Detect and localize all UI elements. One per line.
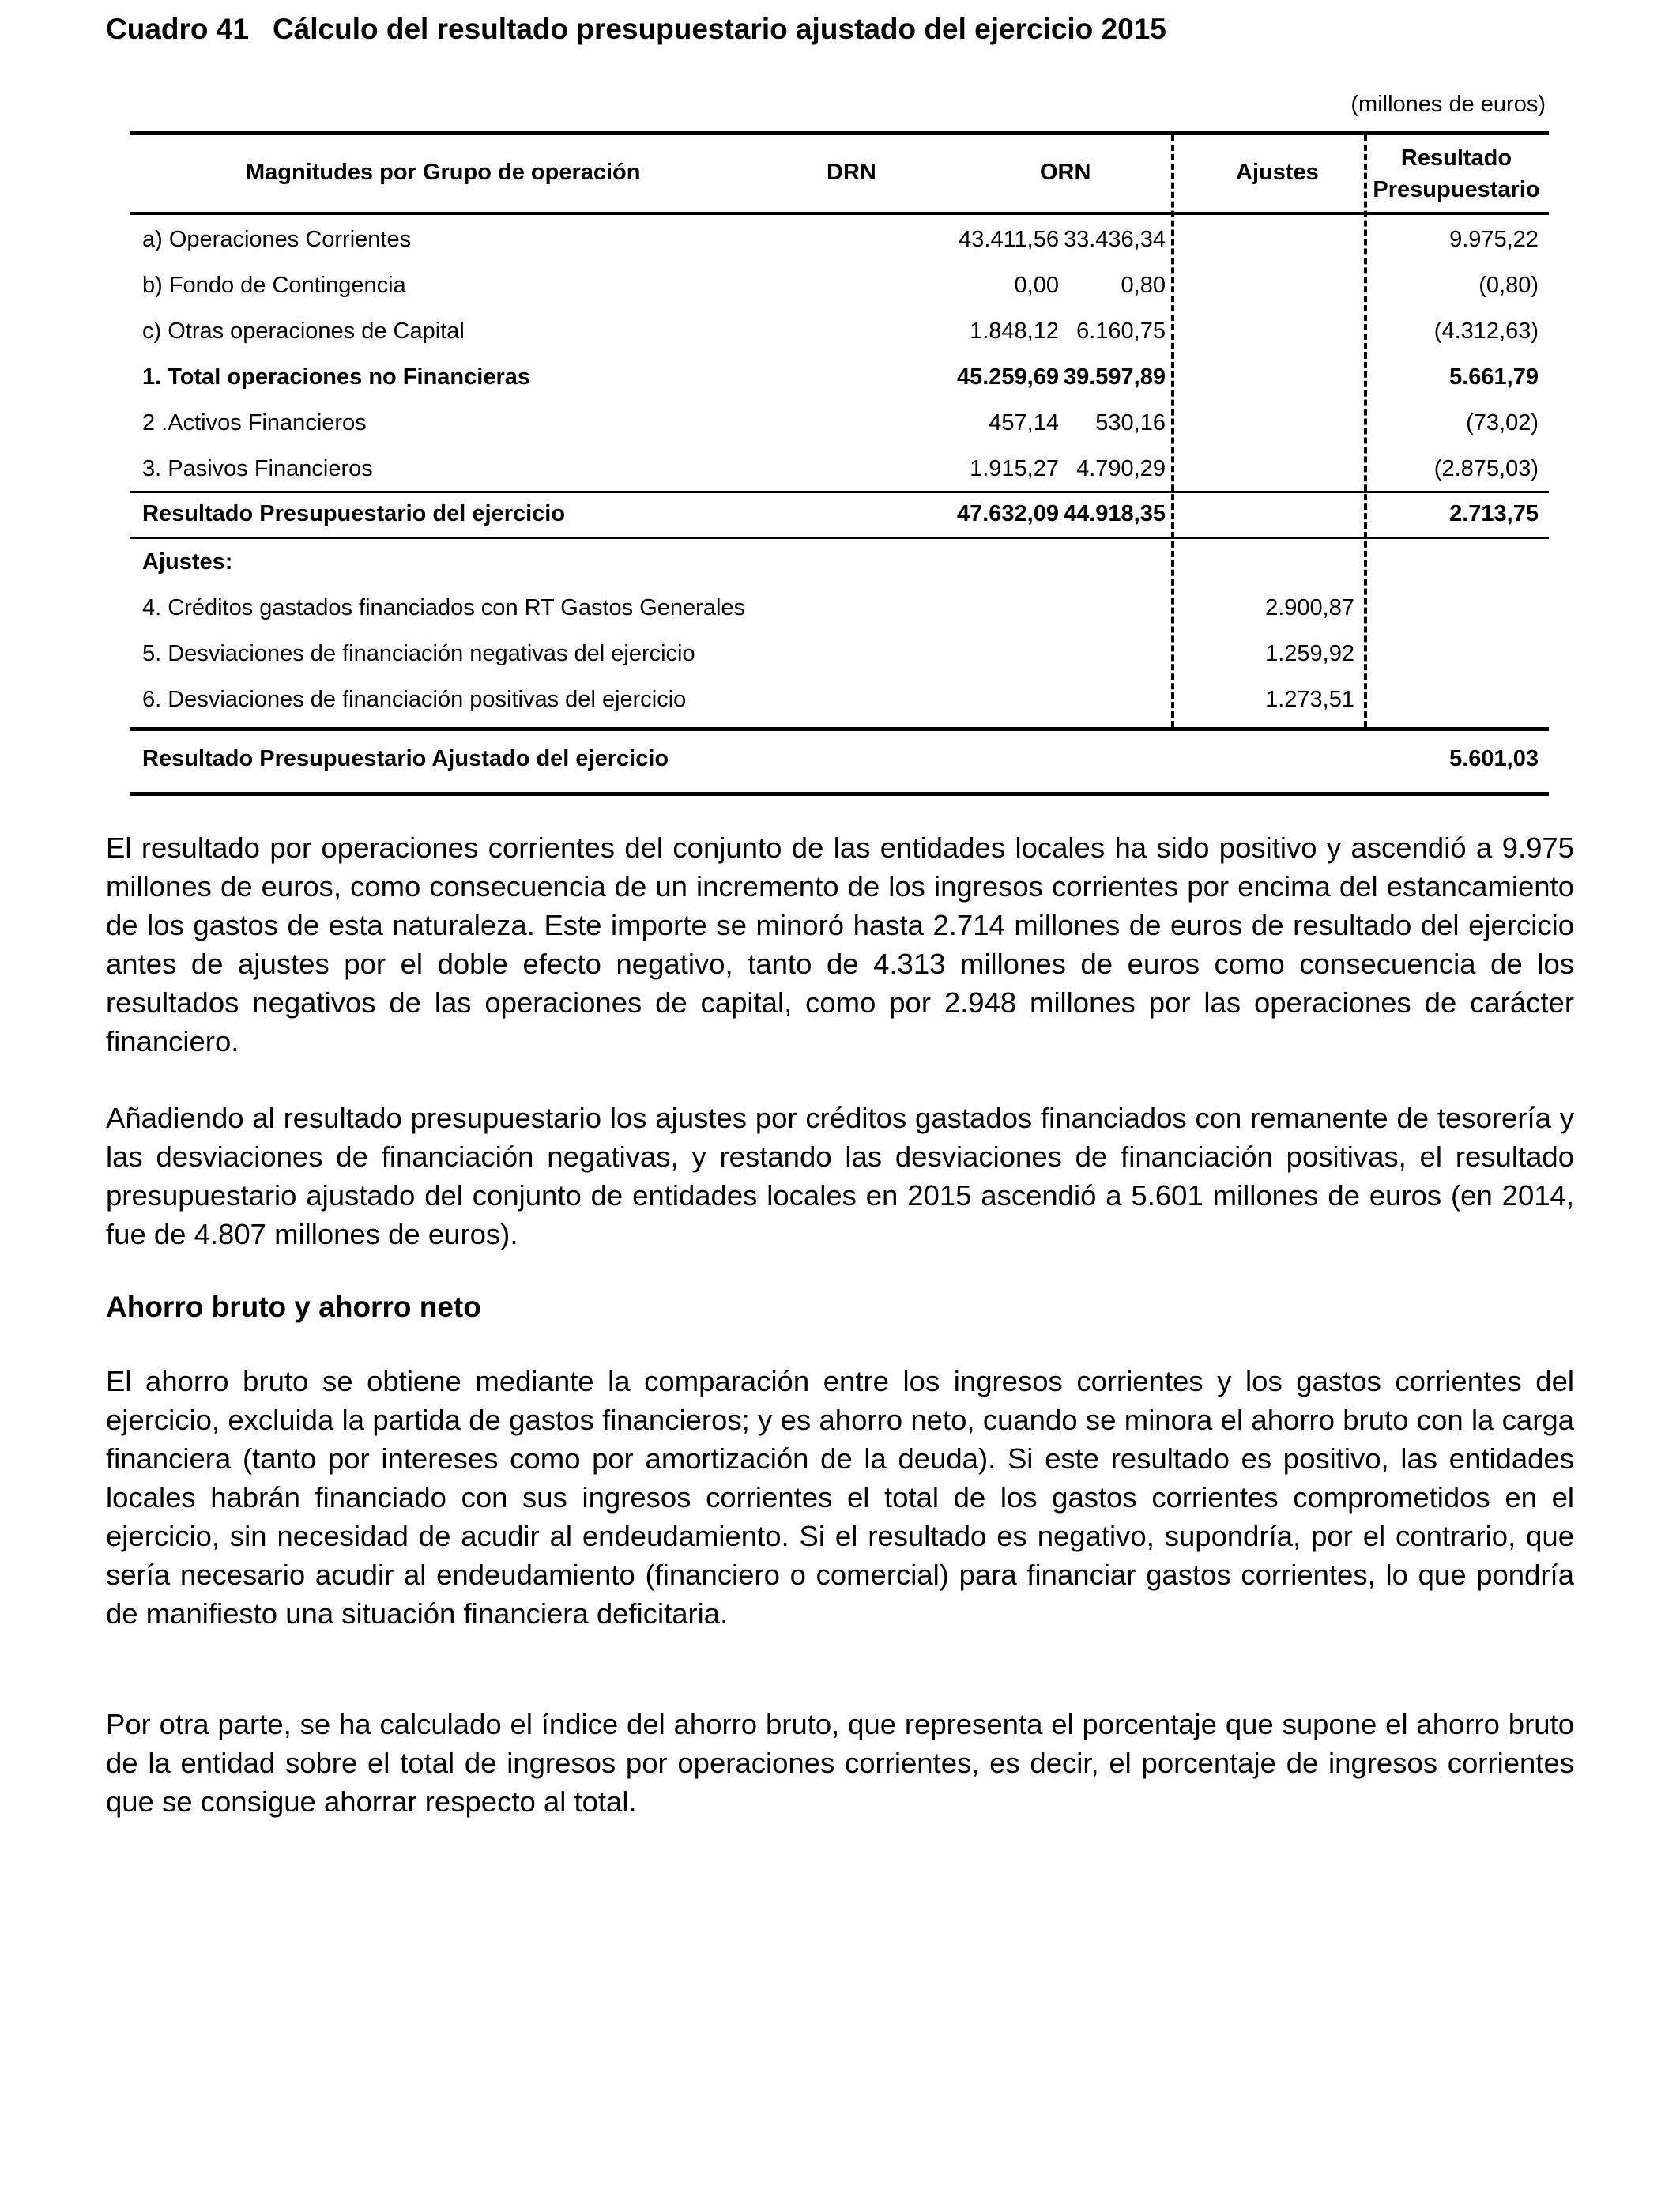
ajustes-left-divider	[1171, 135, 1174, 727]
result-rule	[130, 537, 1549, 539]
budget-result-table	[130, 130, 1549, 796]
row-label: 5. Desviaciones de financiación negativas del ejercicio	[142, 641, 695, 666]
row-orn: 4.790,29	[1076, 456, 1166, 481]
header-concept: Magnitudes por Grupo de operación	[246, 160, 641, 185]
adjusted-rule-top	[130, 727, 1549, 731]
row-label: b) Fondo de Contingencia	[142, 273, 406, 298]
table-caption	[106, 13, 1166, 46]
row-drn: 43.411,56	[959, 227, 1059, 252]
caption-number: Cuadro 41	[106, 13, 249, 45]
row-orn: 44.918,35	[1063, 501, 1166, 526]
row-resultado: 2.713,75	[1449, 501, 1539, 526]
ajustes-right-divider	[1364, 135, 1367, 727]
row-ajustes: 1.259,92	[1265, 641, 1354, 666]
paragraph-4: Por otra parte, se ha calculado el índice del ahorro bruto, que representa el porcentaje que supone el ahorro bruto de la entidad sobre el total de ingresos por operaciones corrientes, es decir, el porcentaje de ingresos corrientes que se consigue ahorrar respecto al total.	[106, 1708, 1574, 1818]
row-resultado: (4.312,63)	[1433, 319, 1539, 344]
header-ajustes: Ajustes	[1236, 160, 1319, 185]
row-ajustes: 2.900,87	[1265, 595, 1354, 620]
header-drn: DRN	[827, 160, 876, 185]
header-resultado-line1: Resultado	[1400, 145, 1512, 171]
top-rule	[130, 131, 1549, 135]
row-resultado: 5.661,79	[1449, 364, 1539, 390]
paragraph-1: El resultado por operaciones corrientes del conjunto de las entidades locales ha sido positivo y ascendió a 9.975 millones de euros, como consecuencia de un incremento de los ingresos corrientes por encima del estancamiento de los gastos de esta naturaleza. Este importe se minoró hasta 2.714 millones de euros de resultado del ejercicio antes de ajustes por el doble efecto negativo, tanto de 4.313 millones de euros como consecuencia de los resultados negativos de las operaciones de capital, como por 2.948 millones por las operaciones de carácter financiero.	[106, 831, 1574, 1057]
section-heading: Ahorro bruto y ahorro neto	[106, 1291, 481, 1323]
row-resultado: (0,80)	[1478, 273, 1539, 298]
row-label: a) Operaciones Corrientes	[142, 227, 412, 252]
row-orn: 0,80	[1121, 273, 1166, 298]
row-drn: 1.915,27	[970, 456, 1059, 481]
row-label: 4. Créditos gastados financiados con RT Gastos Generales	[142, 595, 746, 620]
row-label: Ajustes:	[142, 549, 233, 575]
subtotal-rule	[130, 491, 1549, 493]
header-resultado-line2: Presupuestario	[1373, 177, 1540, 202]
row-drn: 457,14	[989, 410, 1059, 435]
row-drn: 47.632,09	[956, 501, 1059, 526]
row-resultado: (2.875,03)	[1433, 456, 1539, 481]
header-rule	[130, 212, 1549, 215]
row-orn: 530,16	[1095, 410, 1166, 435]
row-label: 1. Total operaciones no Financieras	[142, 364, 530, 390]
caption-title: Cálculo del resultado presupuestario ajustado del ejercicio 2015	[272, 13, 1166, 45]
row-orn: 6.160,75	[1076, 319, 1166, 344]
row-label: Resultado Presupuestario del ejercicio	[142, 501, 566, 526]
row-resultado: 5.601,03	[1449, 746, 1539, 771]
row-label: 2 .Activos Financieros	[142, 410, 367, 435]
row-orn: 33.436,34	[1063, 227, 1166, 252]
row-drn: 0,00	[1014, 273, 1059, 298]
row-orn: 39.597,89	[1063, 364, 1166, 390]
row-resultado: (73,02)	[1466, 410, 1539, 435]
units-label: (millones de euros)	[1350, 92, 1546, 117]
header-resultado	[1370, 142, 1543, 205]
paragraph-3: El ahorro bruto se obtiene mediante la comparación entre los ingresos corrientes y los gastos corrientes del ejercicio, excluida la partida de gastos financieros; y es ahorro neto, cuando se minora el ahorro bruto con la carga financiera (tanto por intereses como por amortización de la deuda). Si este resultado es positivo, las entidades locales habrán financiado con sus ingresos corrientes el total de los gastos corrientes comprometidos en el ejercicio, sin necesidad de acudir al endeudamiento. Si el resultado es negativo, supondría, por el contrario, que sería necesario acudir al endeudamiento (financiero o comercial) para financiar gastos corrientes, lo que pondría de manifiesto una situación financiera deficitaria.	[106, 1365, 1574, 1630]
row-drn: 1.848,12	[970, 319, 1059, 344]
row-label: c) Otras operaciones de Capital	[142, 319, 465, 344]
row-drn: 45.259,69	[956, 364, 1059, 390]
row-resultado: 9.975,22	[1449, 227, 1539, 252]
row-ajustes: 1.273,51	[1265, 687, 1354, 712]
bottom-rule	[130, 792, 1549, 796]
paragraph-2: Añadiendo al resultado presupuestario los ajustes por créditos gastados financiados con remanente de tesorería y las desviaciones de financiación negativas, y restando las desviaciones de financiación positivas, el resultado presupuestario ajustado del conjunto de entidades locales en 2015 ascendió a 5.601 millones de euros (en 2014, fue de 4.807 millones de euros).	[106, 1102, 1574, 1250]
row-label: 6. Desviaciones de financiación positivas del ejercicio	[142, 687, 687, 712]
header-orn: ORN	[1040, 160, 1091, 185]
row-label: Resultado Presupuestario Ajustado del ejercicio	[142, 746, 669, 771]
row-label: 3. Pasivos Financieros	[142, 456, 373, 481]
